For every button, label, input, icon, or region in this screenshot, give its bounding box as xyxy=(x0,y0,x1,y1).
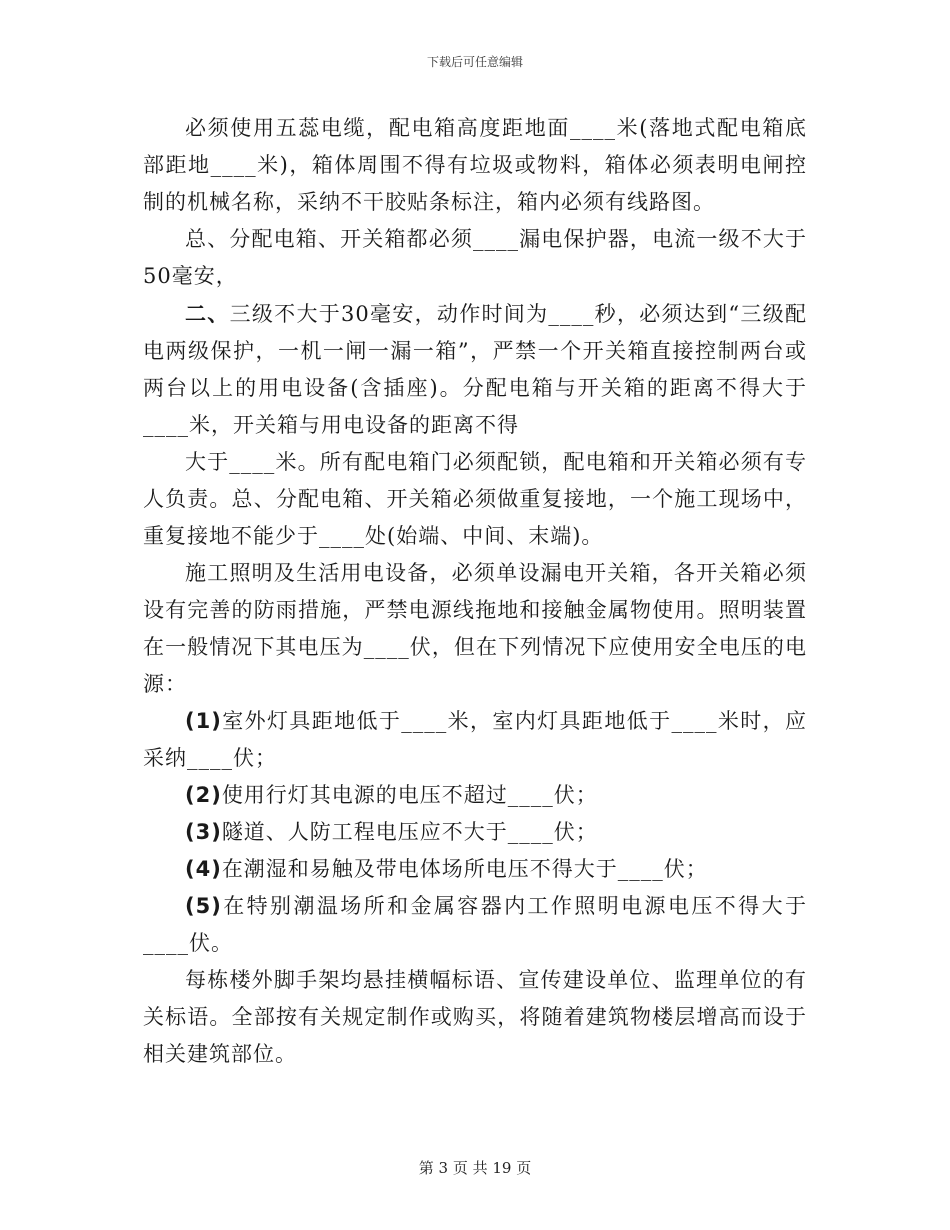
list-number-5: (5) xyxy=(185,894,222,918)
list-item-3 xyxy=(143,814,807,851)
paragraph-distance: 大于____米。所有配电箱门必须配锁，配电箱和开关箱必须有专人负责。总、分配电箱、开关箱必须做重复接地，一个施工现场中，重复接地不能少于____处(始端、中间、末端)。 xyxy=(143,450,807,548)
section-two-label: 二、 xyxy=(185,301,230,326)
list-item-4 xyxy=(143,851,807,888)
list-number-3: (3) xyxy=(185,820,222,844)
paragraph-cable: 必须使用五蕊电缆，配电箱高度距地面____米(落地式配电箱底部距地____米)，箱体周围不得有垃圾或物料，箱体必须表明电闸控制的机械名称，采纳不干胶贴条标注，箱内必须有线路图。 xyxy=(143,116,807,214)
list-text-3: 隧道、人防工程电压应不大于____伏； xyxy=(221,820,598,844)
list-item-1 xyxy=(143,703,807,777)
header-note: 下载后可任意编辑 xyxy=(426,55,523,69)
list-text-5: 在特别潮温场所和金属容器内工作照明电源电压不得大于____伏。 xyxy=(143,894,807,955)
document-body xyxy=(143,110,807,1073)
paragraph-banners: 每栋楼外脚手架均悬挂横幅标语、宣传建设单位、监理单位的有关标语。全部按有关规定制作或购买，将随着建筑物楼层增高而设于相关建筑部位。 xyxy=(143,968,807,1066)
page-number-footer: 第 3 页 共 19 页 xyxy=(418,1159,532,1177)
list-number-2: (2) xyxy=(185,783,222,807)
list-item-5 xyxy=(143,888,807,962)
paragraph-three-level-text: 三级不大于30毫安，动作时间为____秒，必须达到“三级配电两级保护，一机一闸一漏一箱”，严禁一个开关箱直接控制两台或两台以上的用电设备(含插座)。分配电箱与开关箱的距离不得大于____米，开关箱与用电设备的距离不得 xyxy=(143,302,808,437)
paragraph-three-level xyxy=(143,295,807,444)
paragraph-leakage-protector: 总、分配电箱、开关箱都必须____漏电保护器，电流一级不大于50毫安， xyxy=(143,227,807,288)
list-number-4: (4) xyxy=(185,857,222,881)
list-text-4: 在潮湿和易触及带电体场所电压不得大于____伏； xyxy=(221,857,708,881)
list-text-1: 室外灯具距地低于____米，室内灯具距地低于____米时，应采纳____伏； xyxy=(143,709,807,770)
list-text-2: 使用行灯其电源的电压不超过____伏； xyxy=(221,783,598,807)
paragraph-lighting: 施工照明及生活用电设备，必须单设漏电开关箱，各开关箱必须设有完善的防雨措施，严禁电源线拖地和接触金属物使用。照明装置在一般情况下其电压为____伏，但在下列情况下应使用安全电压的电源： xyxy=(143,561,807,696)
list-number-1: (1) xyxy=(185,709,222,733)
list-item-2 xyxy=(143,777,807,814)
